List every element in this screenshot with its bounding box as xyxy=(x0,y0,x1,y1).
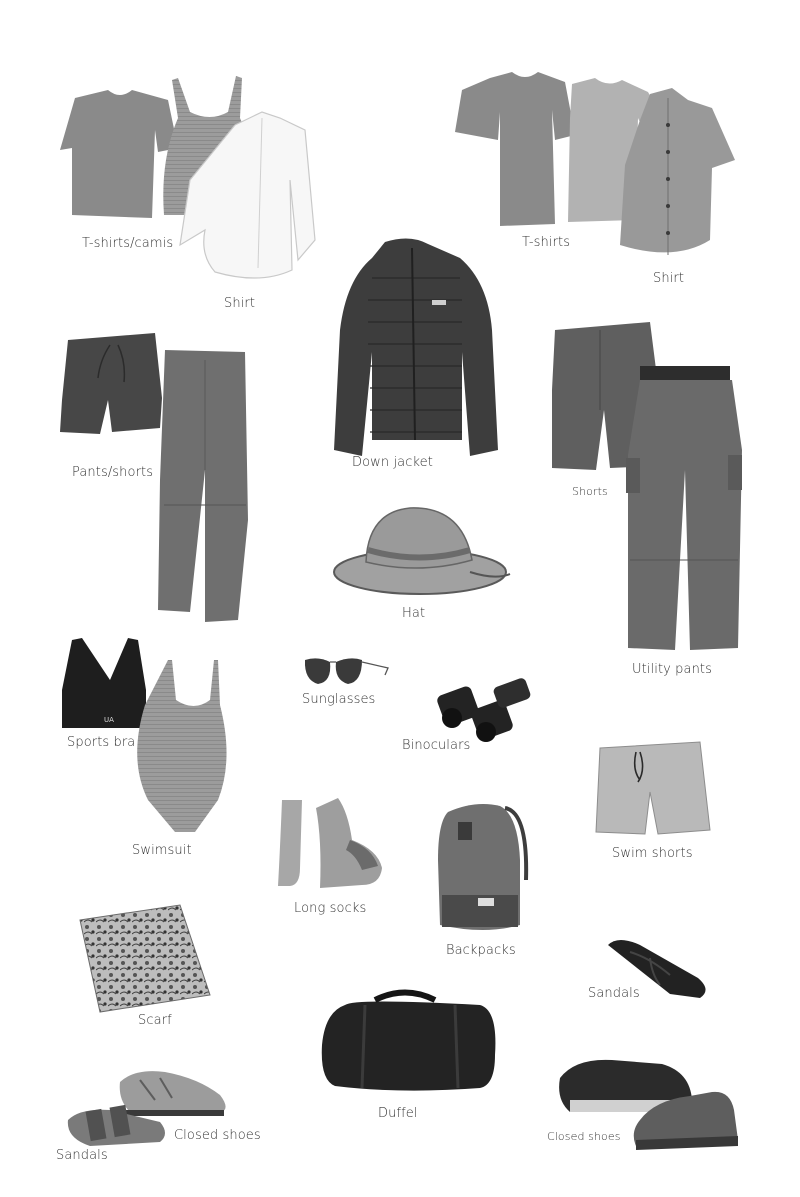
binoculars-icon xyxy=(436,677,532,742)
label-hat: Hat xyxy=(402,606,426,621)
label-closed-shoes-women: Closed shoes xyxy=(174,1128,261,1143)
womens-pants-icon xyxy=(158,350,248,622)
label-tshirts-men: T-shirts xyxy=(522,235,571,250)
label-down-jacket: Down jacket xyxy=(352,455,433,470)
label-sandals-women: Sandals xyxy=(56,1148,108,1163)
label-shirt-women: Shirt xyxy=(224,296,256,311)
label-closed-shoes-men: Closed shoes xyxy=(547,1130,621,1143)
swimsuit-icon xyxy=(137,660,226,832)
womens-tshirt-icon xyxy=(60,90,178,218)
label-swimsuit: Swimsuit xyxy=(132,843,192,858)
scarf-icon xyxy=(80,905,210,1012)
sunglasses-icon xyxy=(305,658,388,684)
label-tshirts-camis: T-shirts/camis xyxy=(82,236,174,251)
womens-shorts-icon xyxy=(60,333,162,434)
hat-icon xyxy=(334,508,510,594)
backpack-icon xyxy=(438,804,526,930)
svg-text:UA: UA xyxy=(104,716,114,724)
sports-bra-icon xyxy=(62,638,146,728)
label-pants-shorts: Pants/shorts xyxy=(72,465,154,480)
label-long-socks: Long socks xyxy=(294,901,367,916)
label-shorts-men: Shorts xyxy=(572,485,608,498)
mens-tshirt-dark-icon xyxy=(455,72,575,226)
label-sandals-flipflop: Sandals xyxy=(588,986,640,1001)
label-sunglasses: Sunglasses xyxy=(302,692,376,707)
label-backpacks: Backpacks xyxy=(446,943,516,958)
duffel-icon xyxy=(322,993,496,1091)
swim-shorts-icon xyxy=(596,742,710,834)
label-binoculars: Binoculars xyxy=(402,738,471,753)
down-jacket-icon xyxy=(334,238,498,456)
womens-closed-shoe-icon xyxy=(118,1071,226,1116)
label-utility-pants: Utility pants xyxy=(632,662,712,677)
label-sports-bra: Sports bra xyxy=(67,735,136,750)
label-duffel: Duffel xyxy=(378,1106,418,1121)
long-socks-icon xyxy=(278,798,382,888)
label-scarf: Scarf xyxy=(138,1013,172,1028)
label-swim-shorts: Swim shorts xyxy=(612,846,693,861)
utility-pants-icon xyxy=(626,366,742,650)
label-shirt-men: Shirt xyxy=(653,271,685,286)
